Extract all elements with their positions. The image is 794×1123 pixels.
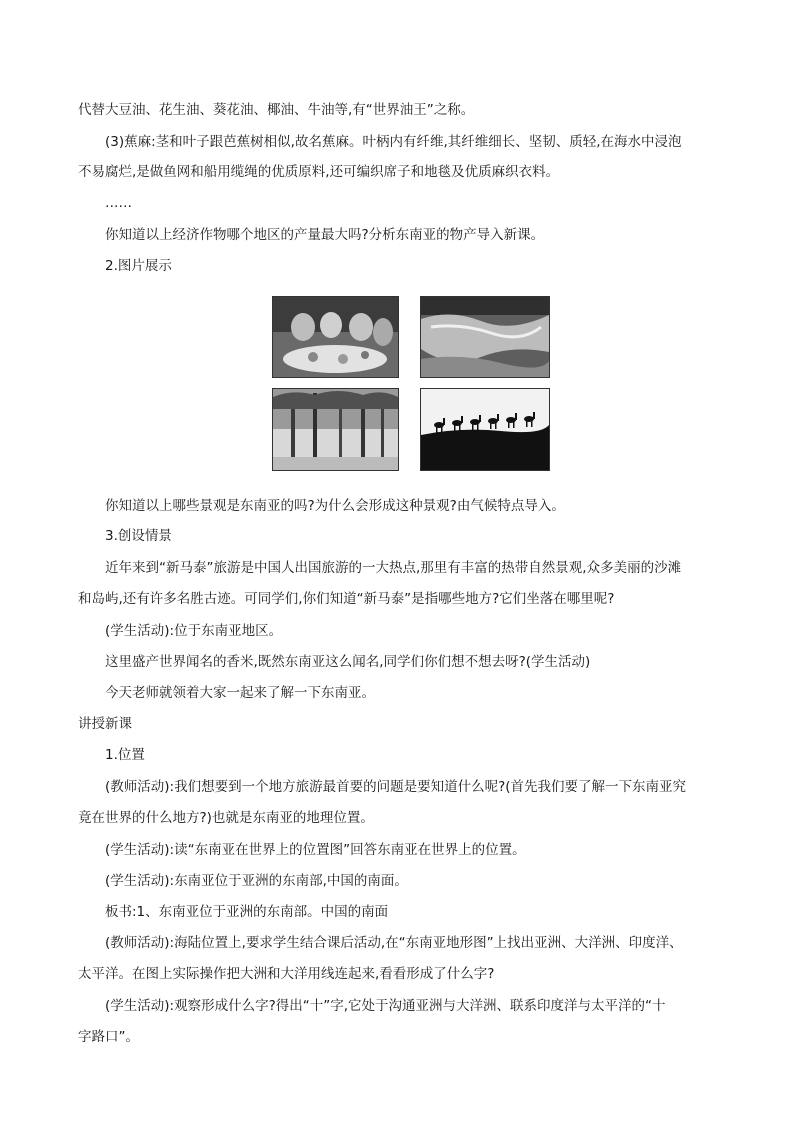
paragraph-14-line-2: 字路口”。	[78, 1029, 139, 1045]
paragraph-7: 这里盛产世界闻名的香米,既然东南亚这么闻名,同学们你们想不想去呀?(学生活动)	[105, 654, 591, 670]
section-heading: 讲授新课	[78, 716, 132, 732]
paragraph-6: (学生活动):位于东南亚地区。	[105, 623, 283, 639]
paragraph-2-line-1: (3)蕉麻:茎和叶子跟芭蕉树相似,故名蕉麻。叶柄内有纤维,其纤维细长、坚韧、质轻,在海水中浸泡	[105, 134, 682, 150]
paragraph-8: 今天老师就领着大家一起来了解一下东南亚。	[105, 685, 375, 701]
paragraph-1: 代替大豆油、花生油、葵花油、椰油、牛油等,有“世界油王”之称。	[78, 102, 475, 118]
heading-location: 1.位置	[105, 747, 145, 763]
paragraph-2-line-2: 不易腐烂,是做鱼网和船用缆绳的优质原料,还可编织席子和地毯及优质麻织衣料。	[78, 164, 560, 180]
paragraph-9-line-1: (教师活动):我们想要到一个地方旅游最首要的问题是要知道什么呢?(首先我们要了解一下东南亚究	[105, 779, 687, 795]
ellipsis: ……	[105, 195, 132, 211]
photo-family-meal	[272, 296, 399, 378]
paragraph-3: 你知道以上经济作物哪个地区的产量最大吗?分析东南亚的物产导入新课。	[105, 227, 545, 243]
paragraph-13-line-1: (教师活动):海陆位置上,要求学生结合课后活动,在“东南亚地形图”上找出亚洲、大洋洲、印度洋、	[105, 935, 683, 951]
paragraph-9-line-2: 竟在世界的什么地方?)也就是东南亚的地理位置。	[78, 810, 374, 826]
paragraph-10: (学生活动):读“东南亚在世界上的位置图”回答东南亚在世界上的位置。	[105, 842, 526, 858]
heading-create-scenario: 3.创设情景	[105, 528, 172, 544]
photo-palm-forest	[272, 388, 399, 471]
paragraph-13-line-2: 太平洋。在图上实际操作把大洲和大洋用线连起来,看看形成了什么字?	[78, 966, 495, 982]
paragraph-12: 板书:1、东南亚位于亚洲的东南部。中国的南面	[105, 904, 389, 920]
paragraph-5-line-2: 和岛屿,还有许多名胜古迹。可同学们,你们知道“新马泰”是指哪些地方?它们坐落在哪里呢?	[78, 591, 615, 607]
paragraph-5-line-1: 近年来到“新马泰”旅游是中国人出国旅游的一大热点,那里有丰富的热带自然景观,众多美丽的沙滩	[105, 560, 682, 576]
photo-camel-caravan	[420, 388, 550, 471]
paragraph-4: 你知道以上哪些景观是东南亚的吗?为什么会形成这种景观?由气候特点导入。	[105, 498, 565, 514]
paragraph-14-line-1: (学生活动):观察形成什么字?得出“十”字,它处于沟通亚洲与大洋洲、联系印度洋与太平洋的“十	[105, 998, 666, 1014]
paragraph-11: (学生活动):东南亚位于亚洲的东南部,中国的南面。	[105, 873, 408, 889]
heading-picture-display: 2.图片展示	[105, 258, 172, 274]
photo-rock-landscape	[420, 296, 550, 378]
